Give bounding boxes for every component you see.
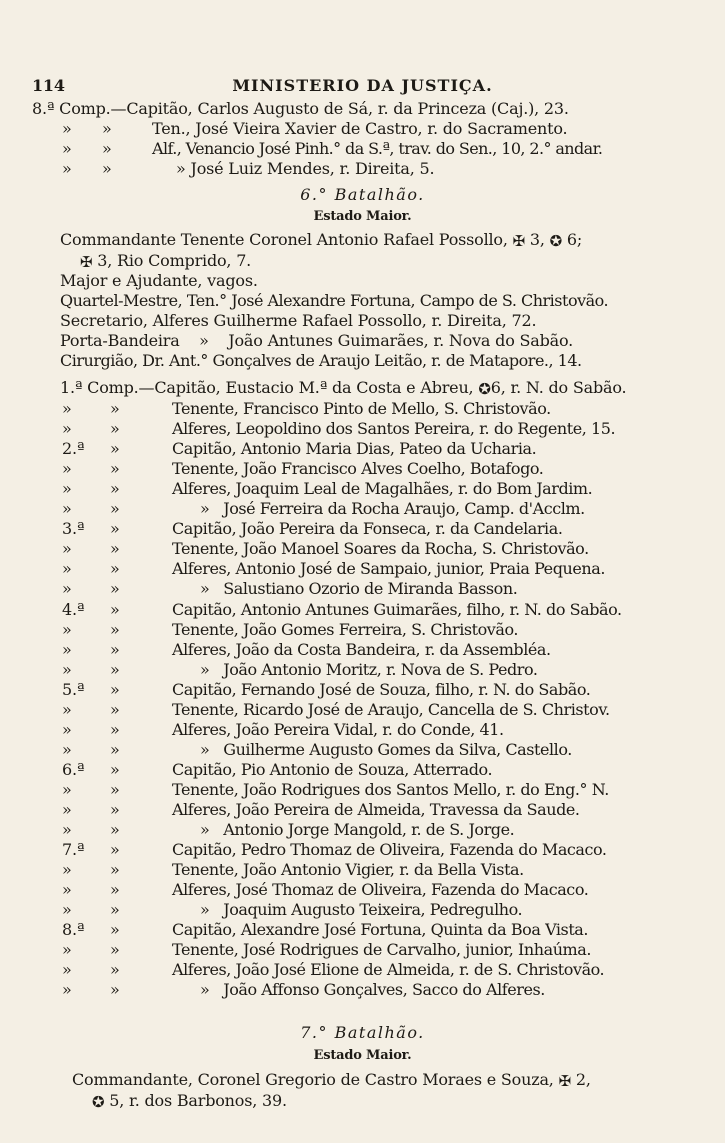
company-label: 7.ª [62,840,85,860]
ditto-mark: » [110,719,120,739]
staff-line: Cirurgião, Dr. Ant.° Gonçalves de Araujo Leitão, r. de Matapore., 14. [60,351,582,370]
ditto-mark: » [62,739,72,759]
ditto-mark: » [110,860,120,880]
entry-text: Capitão, Antonio Antunes Guimarães, filho, r. N. do Sabão. [172,599,622,619]
ditto-mark: » [62,960,72,980]
company-label: 6.ª [62,759,85,779]
entry-text: Capitão, Antonio Maria Dias, Pateo da Ucharia. [172,439,537,459]
entry-text: Tenente, João Manoel Soares da Rocha, S. Christovão. [172,539,589,559]
ditto-mark: » [110,599,120,619]
entry-text: 6; [566,230,583,249]
entry-text: Alferes, João José Elione de Almeida, r. de S. Christovão. [172,960,605,980]
entry-text: » João Affonso Gonçalves, Sacco do Alferes. [200,980,545,1000]
entry-text: Commandante Tenente Coronel Antonio Rafael Possollo, [60,230,508,249]
staff-line: Major e Ajudante, vagos. [60,271,258,290]
ditto-mark: » [62,579,72,599]
staff-line: Secretario, Alferes Guilherme Rafael Possollo, r. Direita, 72. [60,311,537,330]
entry-text: » Salustiano Ozorio de Miranda Basson. [200,579,518,599]
entry-text: Tenente, Ricardo José de Araujo, Cancella de S. Christov. [172,699,610,719]
company-label: 1.ª Comp.— [60,378,155,397]
ditto-mark: » [62,459,72,479]
staff-line: Quartel-Mestre, Ten.° José Alexandre Fortuna, Campo de S. Christovão. [60,291,609,310]
ditto-mark: » [110,739,120,759]
ditto-mark: » [110,519,120,539]
commandant-line [60,230,582,249]
ditto-mark: » [62,539,72,559]
ditto-mark: » [62,940,72,960]
cross-of-order-icon: ✠ [512,232,525,250]
running-title: MINISTERIO DA JUSTIÇA. [232,76,493,95]
entry-text: Tenente, João Gomes Ferreira, S. Christovão. [172,619,519,639]
entry-text: 2, [575,1070,591,1089]
ditto-mark: » [110,900,120,920]
ditto-mark: » [110,559,120,579]
ditto-mark: » [62,139,72,158]
entry-text: Capitão, Carlos Augusto de Sá, r. da Princeza (Caj.), 23. [126,99,569,118]
entry-text: » José Luiz Mendes, r. Direita, 5. [176,159,435,178]
medal-star-icon: ✪ [549,232,563,250]
ditto-mark: » [62,159,72,178]
company-label: 2.ª [62,439,85,459]
ditto-mark: » [110,539,120,559]
ditto-mark: » [110,419,120,439]
ditto-mark: » [110,479,120,499]
ditto-mark: » [102,119,112,138]
ditto-mark: » [62,860,72,880]
entry-text: Alferes, João Pereira de Almeida, Travessa da Saude. [172,800,580,819]
ditto-mark: » [62,699,72,719]
company-label: 8.ª Comp.— [32,99,127,118]
ditto-mark: » [110,499,120,519]
staff-line: Porta-Bandeira » João Antunes Guimarães, r. Nova do Sabão. [60,331,574,350]
ditto-mark: » [110,820,120,840]
entry-text: Alferes, José Thomaz de Oliveira, Fazenda do Macaco. [172,880,589,900]
entry-text: Commandante, Coronel Gregorio de Castro Moraes e Souza, [72,1070,554,1089]
ditto-mark: » [110,579,120,599]
entry-text: Capitão, João Pereira da Fonseca, r. da Candelaria. [172,519,563,539]
entry-text: Alf., Venancio José Pinh.° da S.ª, trav. do Sen., 10, 2.° andar. [152,139,603,158]
cross-of-order-icon: ✠ [558,1072,571,1090]
ditto-mark: » [62,419,72,439]
entry-text: Tenente, José Rodrigues de Carvalho, junior, Inhaúma. [172,940,591,960]
section-subtitle: Estado Maior. [313,209,412,224]
company-label: 8.ª [62,920,85,940]
section-title: 7.° Batalhão. [300,1023,425,1042]
entry-text: Alferes, João da Costa Bandeira, r. da Assembléa. [172,639,551,659]
commandant-line [72,1070,591,1089]
entry-text: Alferes, João Pereira Vidal, r. do Conde, 41. [172,719,504,739]
section-subtitle: Estado Maior. [313,1048,412,1063]
ditto-mark: » [62,619,72,639]
medal-star-icon: ✪ [92,1093,105,1111]
entry-text: 3, [529,230,545,249]
ditto-mark: » [62,900,72,920]
entry-text: Capitão, Fernando José de Souza, filho, r. N. do Sabão. [172,679,591,699]
ditto-mark: » [110,920,120,940]
ditto-mark: » [62,820,72,840]
ditto-mark: » [62,779,72,799]
ditto-mark: » [110,639,120,659]
ditto-mark: » [62,639,72,659]
entry-text: 6, r. N. do Sabão. [490,378,627,397]
ditto-mark: » [110,399,120,418]
company-label: 5.ª [62,679,85,699]
ditto-mark: » [110,619,120,639]
entry-text: Tenente, João Francisco Alves Coelho, Botafogo. [172,459,544,479]
commandant-line-cont [92,1091,287,1110]
ditto-mark: » [110,940,120,960]
ditto-mark: » [102,159,112,178]
entry-text: Tenente, João Rodrigues dos Santos Mello, r. do Eng.° N. [172,779,609,799]
ditto-mark: » [110,840,120,860]
entry-text: Capitão, Pio Antonio de Souza, Atterrado. [172,759,493,779]
entry-text: Capitão, Eustacio M.ª da Costa e Abreu, [154,378,474,397]
ditto-mark: » [110,880,120,900]
medal-star-icon: ✪ [478,380,491,398]
entry-text: Tenente, Francisco Pinto de Mello, S. Christovão. [172,399,551,418]
ditto-mark: » [102,139,112,158]
entry-text: » Guilherme Augusto Gomes da Silva, Castello. [200,739,572,759]
entry-text: Alferes, Antonio José de Sampaio, junior, Praia Pequena. [172,559,605,579]
ditto-mark: » [62,659,72,679]
ditto-mark: » [110,439,120,459]
company-row [60,378,626,397]
cross-of-order-icon: ✠ [80,253,93,271]
section-title: 6.° Batalhão. [300,185,425,204]
ditto-mark: » [62,980,72,1000]
entry-text: Ten., José Vieira Xavier de Castro, r. do Sacramento. [152,119,568,138]
ditto-mark: » [110,699,120,719]
ditto-mark: » [110,659,120,679]
ditto-mark: » [62,399,72,418]
ditto-mark: » [110,679,120,699]
entry-text: Alferes, Joaquim Leal de Magalhães, r. do Bom Jardim. [172,479,593,499]
entry-text: Capitão, Alexandre José Fortuna, Quinta da Boa Vista. [172,920,589,940]
company-label: 4.ª [62,599,85,619]
ditto-mark: » [110,960,120,980]
ditto-mark: » [110,759,120,779]
ditto-mark: » [62,479,72,499]
ditto-mark: » [110,800,120,819]
entry-text: Alferes, Leopoldino dos Santos Pereira, r. do Regente, 15. [172,419,616,439]
entry-text: 5, r. dos Barbonos, 39. [109,1091,287,1110]
entry-text: Tenente, João Antonio Vigier, r. da Bella Vista. [172,860,524,880]
prev-row [32,99,569,118]
ditto-mark: » [62,499,72,519]
ditto-mark: » [62,719,72,739]
entry-text: » Joaquim Augusto Teixeira, Pedregulho. [200,900,523,920]
ditto-mark: » [62,800,72,819]
ditto-mark: » [62,119,72,138]
ditto-mark: » [62,559,72,579]
entry-text: 3, Rio Comprido, 7. [97,251,252,270]
ditto-mark: » [110,459,120,479]
entry-text: » João Antonio Moritz, r. Nova de S. Pedro. [200,659,538,679]
ditto-mark: » [62,880,72,900]
entry-text: » José Ferreira da Rocha Araujo, Camp. d'Acclm. [200,499,585,519]
entry-text: » Antonio Jorge Mangold, r. de S. Jorge. [200,820,515,840]
entry-text: Capitão, Pedro Thomaz de Oliveira, Fazenda do Macaco. [172,840,607,860]
company-label: 3.ª [62,519,85,539]
commandant-line-cont [80,251,251,270]
page-number: 114 [32,76,65,95]
ditto-mark: » [110,980,120,1000]
ditto-mark: » [110,779,120,799]
